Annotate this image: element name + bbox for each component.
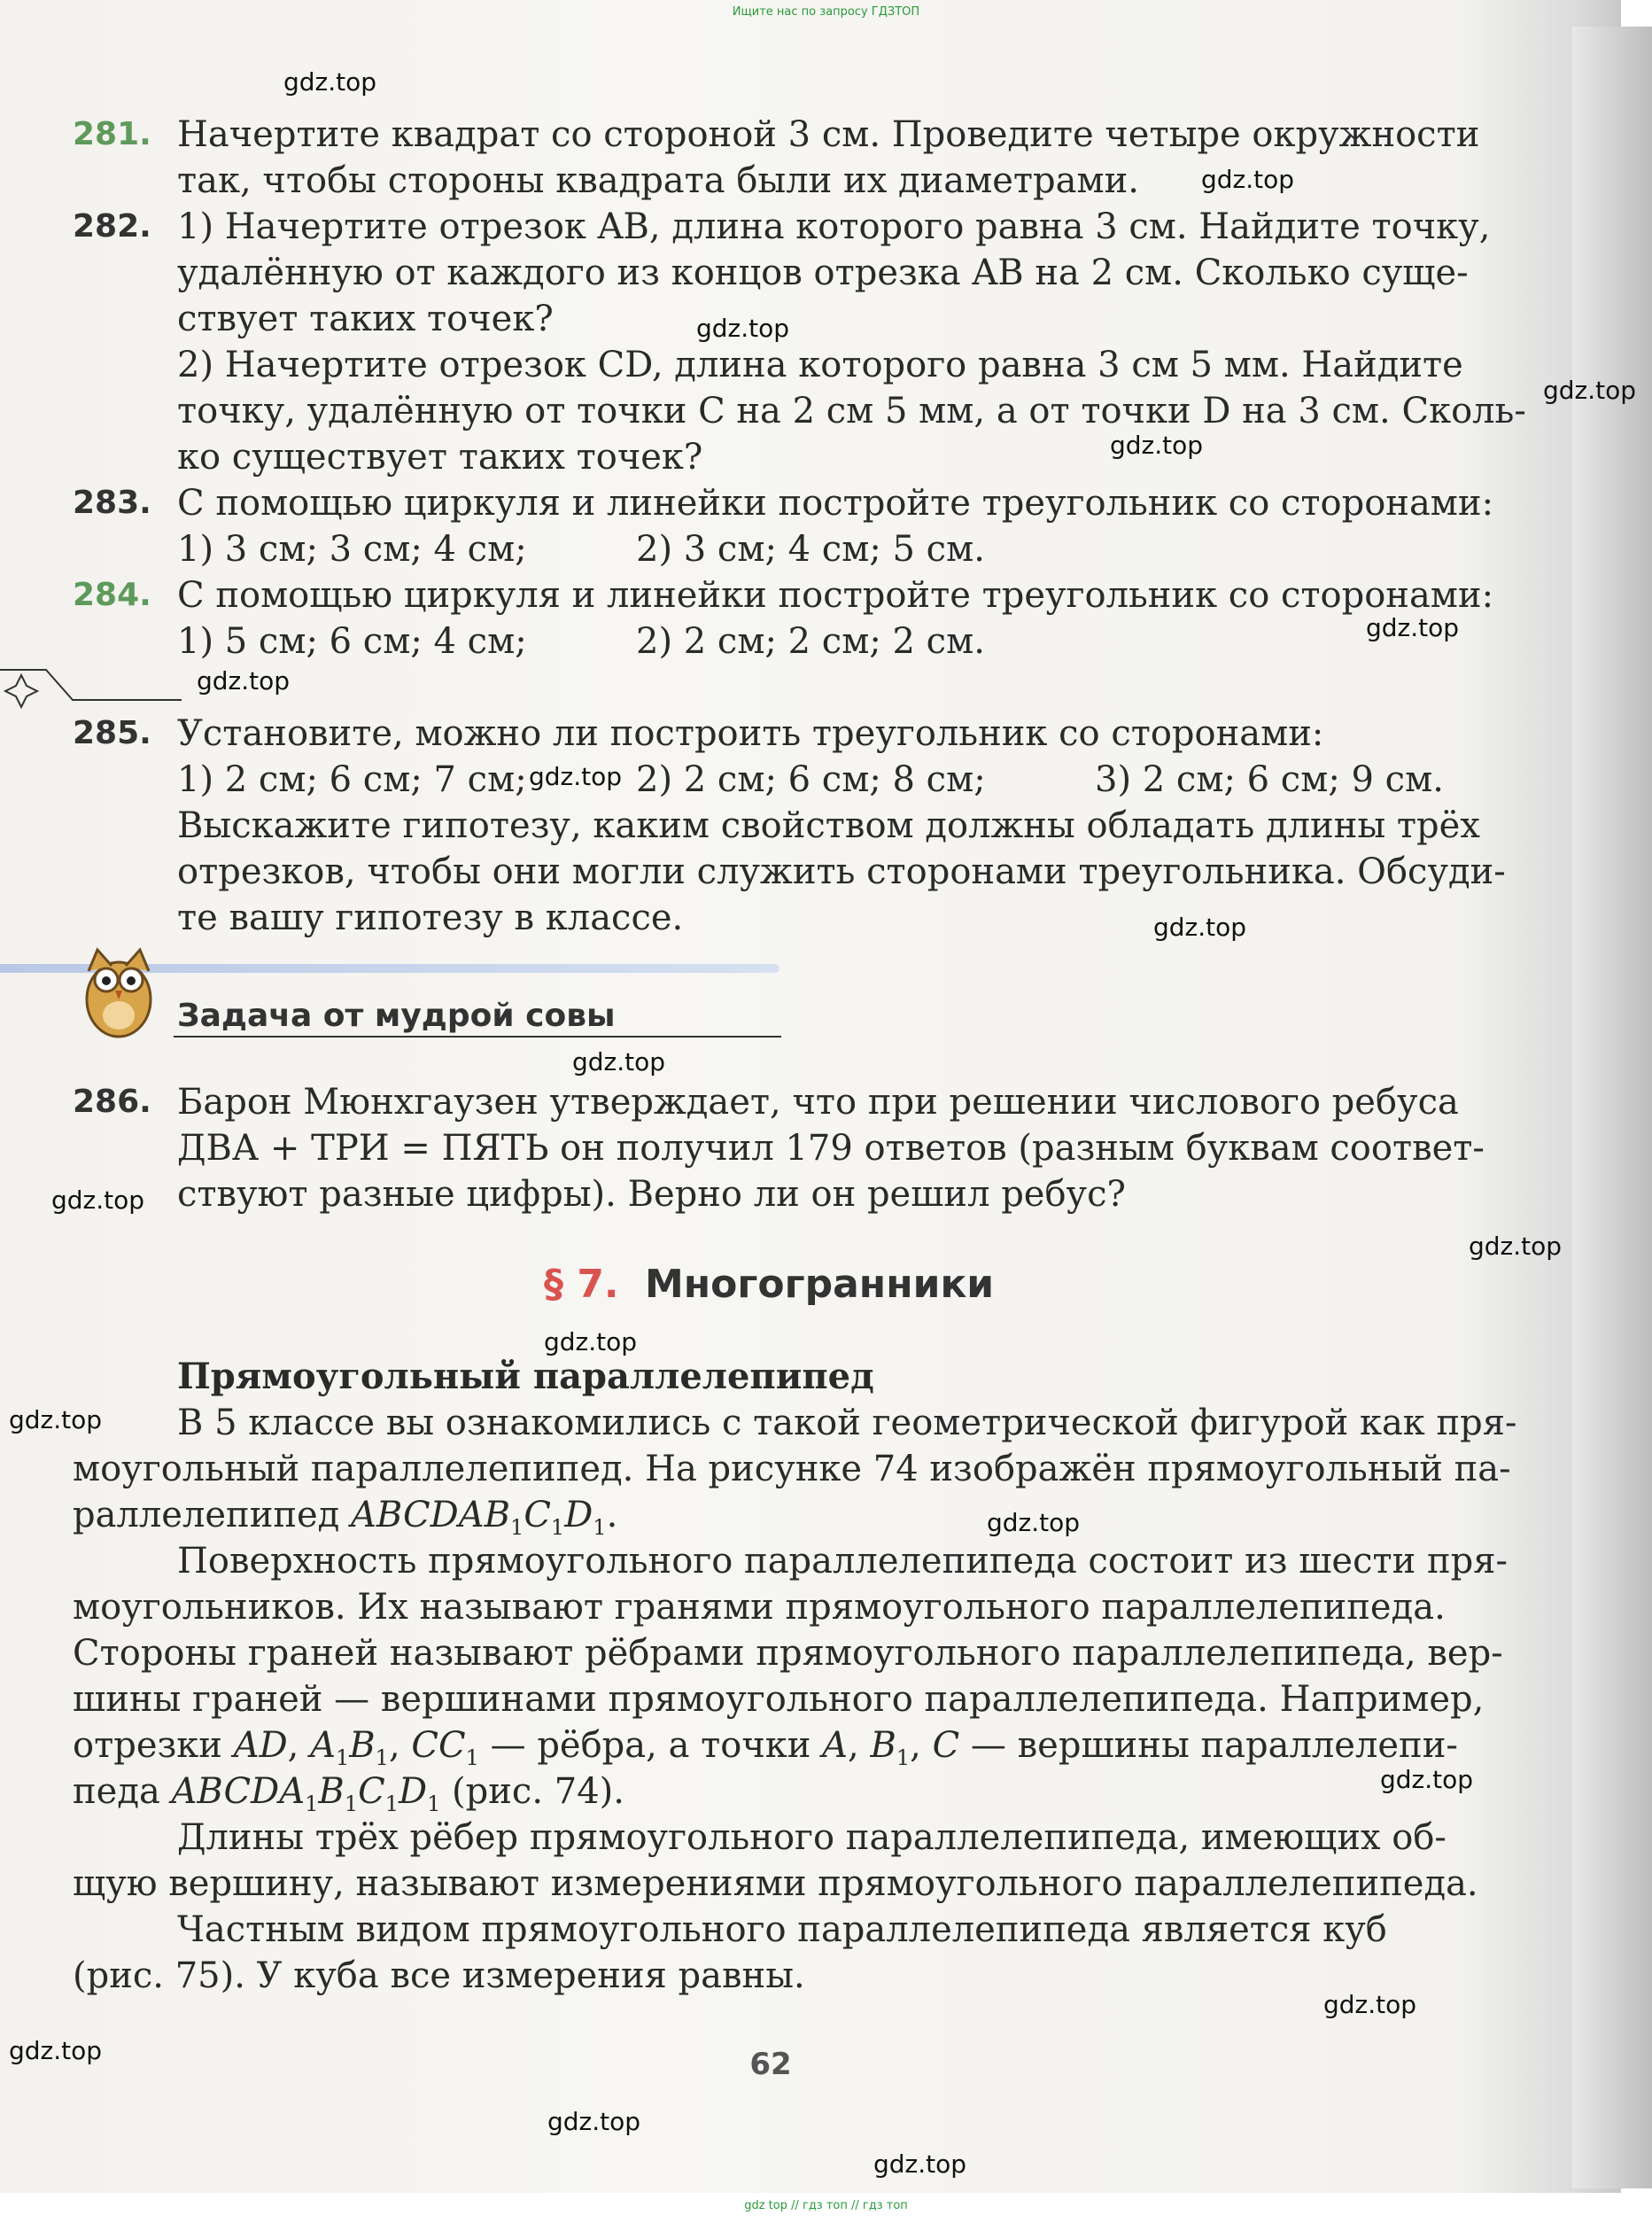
- problem-number: 285.: [73, 715, 151, 751]
- watermark: gdz.top: [1201, 165, 1295, 194]
- problem-number: 286.: [73, 1084, 151, 1120]
- difficulty-marker-icon: [0, 666, 186, 711]
- body-line: щую вершину, называют измерениями прямоугольного параллелепипеда.: [73, 1863, 1478, 1904]
- owl-task-title: Задача от мудрой совы: [177, 998, 616, 1034]
- body-line-formula: отрезки AD, $A_1B_1$, $CC_1$ — рёбра, а точки A, $B_1$, C — вершины параллелепи-: [73, 1725, 1458, 1770]
- watermark: gdz.top: [547, 2107, 641, 2136]
- body-line: В 5 классе вы ознакомились с такой геометрической фигурой как пря-: [177, 1403, 1517, 1443]
- problem-text: 1) Начертите отрезок AB, длина которого равна 3 см. Найдите точку,: [177, 206, 1491, 247]
- problem-option: 2) 2 см; 2 см; 2 см.: [636, 621, 985, 662]
- watermark: gdz.top: [9, 2036, 103, 2065]
- watermark: gdz.top: [283, 67, 377, 97]
- owl-icon: [76, 944, 161, 1042]
- watermark: gdz.top: [1153, 913, 1247, 942]
- problem-text: Барон Мюнхгаузен утверждает, что при решении числового ребуса: [177, 1082, 1459, 1123]
- problem-text: 2) Начертите отрезок CD, длина которого равна 3 см 5 мм. Найдите: [177, 345, 1463, 385]
- body-line: Стороны граней называют рёбрами прямоугольного параллелепипеда, вер-: [73, 1633, 1503, 1674]
- problem-option: 2) 2 см; 6 см; 8 см;: [636, 759, 986, 800]
- section-number: § 7.: [544, 1262, 619, 1307]
- watermark: gdz.top: [1469, 1232, 1563, 1261]
- watermark: gdz.top: [987, 1508, 1081, 1537]
- watermark: gdz.top: [529, 762, 623, 791]
- problem-option: 1) 2 см; 6 см; 7 см;: [177, 759, 527, 800]
- body-line: Частным видом прямоугольного параллелепипеда является куб: [177, 1909, 1387, 1950]
- problem-option: 2) 3 см; 4 см; 5 см.: [636, 529, 985, 570]
- body-line: (рис. 75). У куба все измерения равны.: [73, 1955, 805, 1996]
- problem-option: 1) 3 см; 3 см; 4 см;: [177, 529, 527, 570]
- problem-number: 284.: [73, 577, 151, 613]
- page-number: 62: [749, 2047, 792, 2082]
- watermark: gdz.top: [9, 1405, 103, 1434]
- problem-text: ко существует таких точек?: [177, 437, 703, 478]
- problem-text: Установите, можно ли построить треугольник со сторонами:: [177, 713, 1324, 754]
- watermark: gdz.top: [1543, 376, 1637, 405]
- problem-text: Выскажите гипотезу, каким свойством должны обладать длины трёх: [177, 805, 1480, 846]
- watermark: gdz.top: [197, 666, 291, 696]
- body-line-formula: педа $ABCDA_1B_1C_1D_1$ (рис. 74).: [73, 1771, 624, 1816]
- problem-text: точку, удалённую от точки C на 2 см 5 мм, а от точки D на 3 см. Сколь-: [177, 391, 1526, 431]
- watermark: gdz.top: [696, 314, 790, 343]
- problem-text: Начертите квадрат со стороной 3 см. Проведите четыре окружности: [177, 114, 1480, 155]
- problem-text: удалённую от каждого из концов отрезка AB на 2 см. Сколько суще-: [177, 253, 1469, 293]
- problem-number: 281.: [73, 116, 151, 152]
- section-title: Многогранники: [645, 1262, 995, 1307]
- watermark: gdz.top: [1323, 1990, 1417, 2019]
- watermark: gdz.top: [1110, 431, 1204, 460]
- divider: [174, 1033, 785, 1040]
- problem-number: 282.: [73, 208, 151, 245]
- problem-text: ствуют разные цифры). Верно ли он решил ребус?: [177, 1174, 1126, 1215]
- body-line: шины граней — вершинами прямоугольного параллелепипеда. Например,: [73, 1679, 1485, 1720]
- problem-text: С помощью циркуля и линейки постройте треугольник со сторонами:: [177, 483, 1494, 524]
- body-line-formula: раллелепипед $ABCDAB_1C_1D_1$.: [73, 1495, 618, 1540]
- problem-text: отрезков, чтобы они могли служить сторонами треугольника. Обсуди-: [177, 851, 1506, 892]
- body-line: моугольный параллелепипед. На рисунке 74 изображён прямоугольный па-: [73, 1449, 1511, 1489]
- watermark: gdz.top: [51, 1185, 145, 1215]
- body-line: Длины трёх рёбер прямоугольного параллелепипеда, имеющих об-: [177, 1817, 1446, 1858]
- problem-number: 283.: [73, 485, 151, 521]
- watermark: gdz.top: [1380, 1765, 1474, 1794]
- body-line: Поверхность прямоугольного параллелепипеда состоит из шести пря-: [177, 1541, 1508, 1582]
- top-notice: Ищите нас по запросу ГДЗТОП: [732, 5, 920, 19]
- bottom-notice: gdz top // гдз топ // гдз топ: [744, 2199, 908, 2212]
- watermark: gdz.top: [572, 1047, 666, 1077]
- watermark: gdz.top: [873, 2149, 967, 2179]
- problem-text: ствует таких точек?: [177, 299, 554, 339]
- subsection-title: Прямоугольный параллелепипед: [177, 1356, 874, 1397]
- problem-text: так, чтобы стороны квадрата были их диаметрами.: [177, 160, 1139, 201]
- body-line: моугольников. Их называют гранями прямоугольного параллелепипеда.: [73, 1587, 1446, 1628]
- problem-option: 3) 2 см; 6 см; 9 см.: [1095, 759, 1444, 800]
- page-edge-shadow: [1572, 27, 1652, 2188]
- problem-text: ДВА + ТРИ = ПЯТЬ он получил 179 ответов (разным буквам соответ-: [177, 1128, 1485, 1169]
- watermark: gdz.top: [1366, 613, 1460, 642]
- watermark: gdz.top: [544, 1327, 638, 1356]
- problem-option: 1) 5 см; 6 см; 4 см;: [177, 621, 527, 662]
- problem-text: те вашу гипотезу в классе.: [177, 898, 684, 938]
- problem-text: С помощью циркуля и линейки постройте треугольник со сторонами:: [177, 575, 1494, 616]
